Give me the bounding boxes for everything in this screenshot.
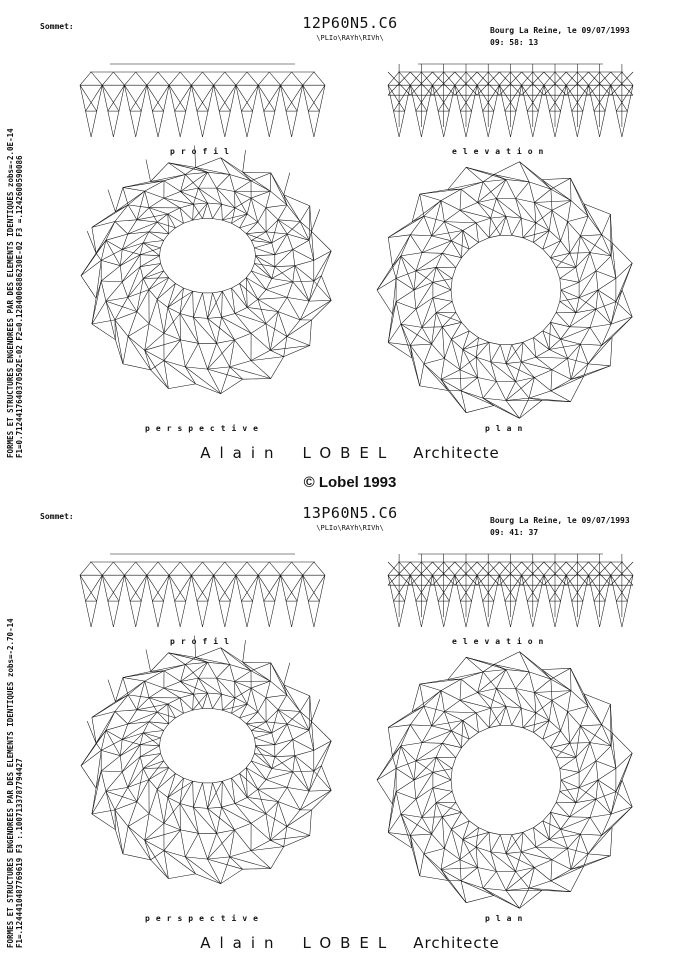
elevation-label: elevation xyxy=(452,147,550,156)
place-date: Bourg La Reine, le 09/07/1993 xyxy=(490,516,630,525)
drawing-time: 09: 58: 13 xyxy=(490,38,539,47)
side-caption-line-2: F1=0.7124417640370502E-02 F2=0.1284006886230E-02 F3 =.1242600590086 xyxy=(15,155,24,458)
perspective-label: perspective xyxy=(145,424,264,433)
signature-title: Architecte xyxy=(413,934,500,952)
drawing-sheet-2 xyxy=(0,490,700,962)
drawing-title: 12P60N5.C6 xyxy=(302,14,398,32)
signature-title: Architecte xyxy=(413,444,500,462)
drawing-path: \PLIo\RAYh\RIVh\ xyxy=(316,34,384,42)
plan-label: plan xyxy=(485,914,529,923)
signature-first-name: Alain xyxy=(200,934,283,952)
drawing-sheet-1 xyxy=(0,0,700,472)
profil-label: profil xyxy=(170,147,235,156)
place-date: Bourg La Reine, le 09/07/1993 xyxy=(490,26,630,35)
perspective-view xyxy=(70,645,345,910)
profil-view xyxy=(70,58,335,143)
side-caption xyxy=(6,618,24,948)
profil-label: profil xyxy=(170,637,235,646)
plan-label: plan xyxy=(485,424,529,433)
side-caption-line-1: FORMES ET STRUCTURES ENGENDREES PAR DES ELEMENTS IDENTIQUES zobs=-2.0E-14 xyxy=(6,128,15,458)
signature-last-name: LOBEL xyxy=(302,444,396,462)
architect-signature xyxy=(0,444,700,462)
signature-first-name: Alain xyxy=(200,444,283,462)
drawing-title: 13P60N5.C6 xyxy=(302,504,398,522)
side-caption xyxy=(6,128,24,458)
drawing-path: \PLIo\RAYh\RIVh\ xyxy=(316,524,384,532)
side-caption-line-2: F1=.1244410487769619 F3 :.1007133787794427 xyxy=(15,758,24,948)
perspective-view xyxy=(70,155,345,420)
drawing-time: 09: 41: 37 xyxy=(490,528,539,537)
elevation-view xyxy=(378,548,643,633)
architect-signature xyxy=(0,934,700,952)
copyright-caption: © Lobel 1993 xyxy=(303,474,397,491)
elevation-view xyxy=(378,58,643,143)
side-caption-line-1: FORMES ET STRUCTURES ENGENDREES PAR DES ELEMENTS IDENTIQUES zobs=-2.70-14 xyxy=(6,618,15,948)
signature-last-name: LOBEL xyxy=(302,934,396,952)
plan-view xyxy=(366,155,646,425)
plan-view xyxy=(366,645,646,915)
profil-view xyxy=(70,548,335,633)
sommet-label: Sommet: xyxy=(40,512,74,521)
elevation-label: elevation xyxy=(452,637,550,646)
sommet-label: Sommet: xyxy=(40,22,74,31)
perspective-label: perspective xyxy=(145,914,264,923)
